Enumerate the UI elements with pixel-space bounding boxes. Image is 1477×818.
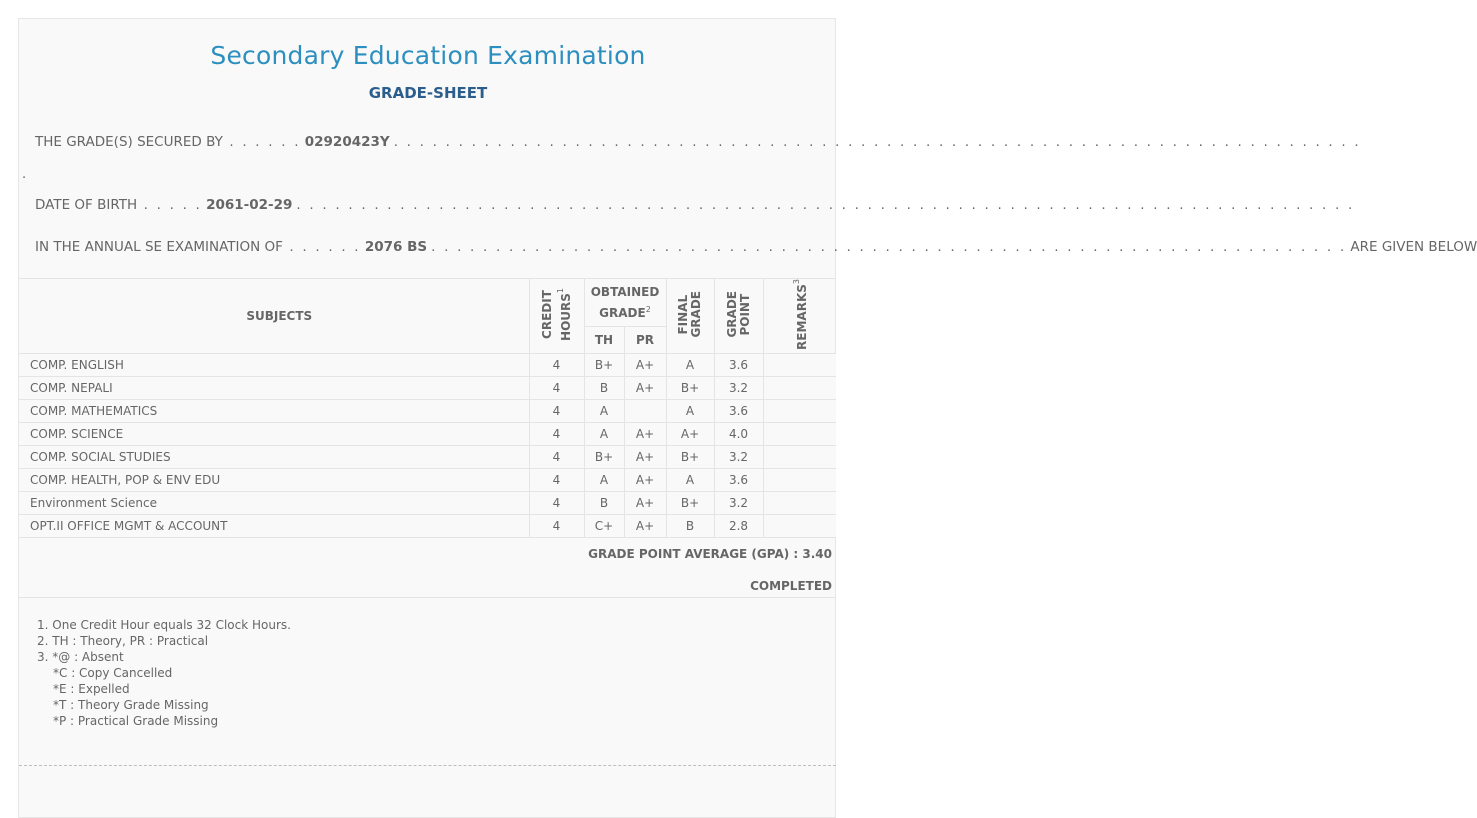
dot-leader: . . . . . bbox=[137, 197, 203, 213]
table-row bbox=[19, 353, 836, 376]
grade-point-cell: 3.2 bbox=[714, 445, 763, 468]
th-grade-cell: C+ bbox=[584, 514, 624, 537]
credit-cell: 4 bbox=[529, 514, 584, 537]
gpa-summary: GRADE POINT AVERAGE (GPA) : 3.40 bbox=[588, 547, 832, 561]
subject-cell: Environment Science bbox=[19, 491, 529, 514]
secured-by-line bbox=[35, 134, 1361, 150]
grades-table bbox=[19, 278, 836, 538]
footnote: *E : Expelled bbox=[53, 682, 130, 696]
grade-point-cell: 3.2 bbox=[714, 376, 763, 399]
date-of-birth: 2061-02-29 bbox=[206, 197, 293, 213]
table-row bbox=[19, 376, 836, 399]
exam-line bbox=[35, 239, 1477, 255]
page-subtitle: GRADE-SHEET bbox=[368, 84, 488, 102]
grade-point-cell: 4.0 bbox=[714, 422, 763, 445]
exam-year: 2076 BS bbox=[364, 239, 428, 255]
credit-cell: 4 bbox=[529, 353, 584, 376]
grade-sheet bbox=[18, 18, 1477, 818]
footnote: 1. One Credit Hour equals 32 Clock Hours. bbox=[37, 618, 291, 632]
subject-cell: COMP. MATHEMATICS bbox=[19, 399, 529, 422]
remarks-cell bbox=[763, 445, 836, 468]
subject-cell: COMP. SCIENCE bbox=[19, 422, 529, 445]
pr-grade-cell: A+ bbox=[624, 376, 666, 399]
page-title: Secondary Education Examination bbox=[210, 41, 646, 70]
table-row bbox=[19, 422, 836, 445]
final-grade-cell: B+ bbox=[666, 445, 714, 468]
subject-cell: COMP. SOCIAL STUDIES bbox=[19, 445, 529, 468]
final-grade-cell: B+ bbox=[666, 491, 714, 514]
remarks-cell bbox=[763, 399, 836, 422]
dot-leader: . . . . . . . . . . . . . . . . . . . . . . . . . . . . . . . . . . . . . . . . . . . . . . . . . . . . . . . . . . . . . . . . . . . . . . . bbox=[431, 239, 1347, 255]
pr-grade-cell: A+ bbox=[624, 514, 666, 537]
column-pr: PR bbox=[624, 327, 666, 354]
dot-leader: . . . . . . bbox=[222, 134, 301, 150]
grade-point-cell: 3.6 bbox=[714, 353, 763, 376]
table-row bbox=[19, 445, 836, 468]
subject-cell: COMP. HEALTH, POP & ENV EDU bbox=[19, 468, 529, 491]
grade-point-cell: 3.2 bbox=[714, 491, 763, 514]
credit-cell: 4 bbox=[529, 445, 584, 468]
th-grade-cell: A bbox=[584, 422, 624, 445]
subject-cell: COMP. NEPALI bbox=[19, 376, 529, 399]
final-grade-cell: A bbox=[666, 468, 714, 491]
th-grade-cell: B+ bbox=[584, 445, 624, 468]
subject-cell: OPT.II OFFICE MGMT & ACCOUNT bbox=[19, 514, 529, 537]
credit-cell: 4 bbox=[529, 399, 584, 422]
dot-leader: . . . . . . bbox=[282, 239, 361, 255]
secured-by-label: THE GRADE(S) SECURED BY bbox=[35, 134, 223, 150]
remarks-cell bbox=[763, 422, 836, 445]
remarks-cell bbox=[763, 491, 836, 514]
table-row bbox=[19, 399, 836, 422]
exam-suffix: ARE GIVEN BELOW bbox=[1350, 239, 1477, 255]
dot-leader: . . . . . . . . . . . . . . . . . . . . . . . . . . . . . . . . . . . . . . . . . . . . . . . . . . . . . . . . . . . . . . . . . . . . . . . . . . . . . . . . . . bbox=[296, 197, 1355, 213]
table-row bbox=[19, 514, 836, 537]
dot-leader-wrap: . bbox=[22, 167, 27, 182]
credit-cell: 4 bbox=[529, 491, 584, 514]
dot-leader: . . . . . . . . . . . . . . . . . . . . . . . . . . . . . . . . . . . . . . . . . . . . . . . . . . . . . . . . . . . . . . . . . . . . . . . . . . . bbox=[393, 134, 1361, 150]
th-grade-cell: B+ bbox=[584, 353, 624, 376]
final-grade-cell: B+ bbox=[666, 376, 714, 399]
dob-line bbox=[35, 197, 1355, 213]
column-credit-hours: CREDIT HOURS$^1$ bbox=[529, 279, 584, 354]
subject-cell: COMP. ENGLISH bbox=[19, 353, 529, 376]
footnotes bbox=[37, 617, 291, 729]
pr-grade-cell: A+ bbox=[624, 468, 666, 491]
footnote: 3. *@ : Absent bbox=[37, 650, 124, 664]
final-grade-cell: B bbox=[666, 514, 714, 537]
table-row bbox=[19, 491, 836, 514]
grade-point-cell: 3.6 bbox=[714, 468, 763, 491]
column-final-grade: FINAL GRADE bbox=[666, 279, 714, 354]
footnote: *T : Theory Grade Missing bbox=[53, 698, 209, 712]
final-grade-cell: A bbox=[666, 399, 714, 422]
column-remarks: REMARKS$^3$ bbox=[763, 279, 836, 354]
footnote: *C : Copy Cancelled bbox=[53, 666, 173, 680]
dashed-divider bbox=[19, 765, 836, 766]
remarks-cell bbox=[763, 353, 836, 376]
credit-cell: 4 bbox=[529, 422, 584, 445]
remarks-cell bbox=[763, 468, 836, 491]
credit-cell: 4 bbox=[529, 468, 584, 491]
pr-grade-cell: A+ bbox=[624, 445, 666, 468]
remarks-cell bbox=[763, 376, 836, 399]
divider bbox=[19, 597, 836, 598]
grade-point-cell: 3.6 bbox=[714, 399, 763, 422]
pr-grade-cell: A+ bbox=[624, 491, 666, 514]
pr-grade-cell bbox=[624, 399, 666, 422]
credit-cell: 4 bbox=[529, 376, 584, 399]
th-grade-cell: B bbox=[584, 491, 624, 514]
th-grade-cell: A bbox=[584, 468, 624, 491]
exam-label: IN THE ANNUAL SE EXAMINATION OF bbox=[35, 239, 283, 255]
symbol-number: 02920423Y bbox=[304, 134, 390, 150]
footnote: *P : Practical Grade Missing bbox=[53, 714, 219, 728]
final-grade-cell: A bbox=[666, 353, 714, 376]
th-grade-cell: A bbox=[584, 399, 624, 422]
dob-label: DATE OF BIRTH bbox=[35, 197, 138, 213]
column-th: TH bbox=[584, 327, 624, 354]
column-obtained-grade: OBTAINED GRADE$^2$ bbox=[584, 279, 666, 327]
column-subjects: SUBJECTS bbox=[19, 279, 529, 354]
remarks-cell bbox=[763, 514, 836, 537]
table-row bbox=[19, 468, 836, 491]
grade-point-cell: 2.8 bbox=[714, 514, 763, 537]
pr-grade-cell: A+ bbox=[624, 422, 666, 445]
column-grade-point: GRADE POINT bbox=[714, 279, 763, 354]
final-grade-cell: A+ bbox=[666, 422, 714, 445]
result-status: COMPLETED bbox=[750, 579, 832, 593]
pr-grade-cell: A+ bbox=[624, 353, 666, 376]
th-grade-cell: B bbox=[584, 376, 624, 399]
footnote: 2. TH : Theory, PR : Practical bbox=[37, 634, 209, 648]
